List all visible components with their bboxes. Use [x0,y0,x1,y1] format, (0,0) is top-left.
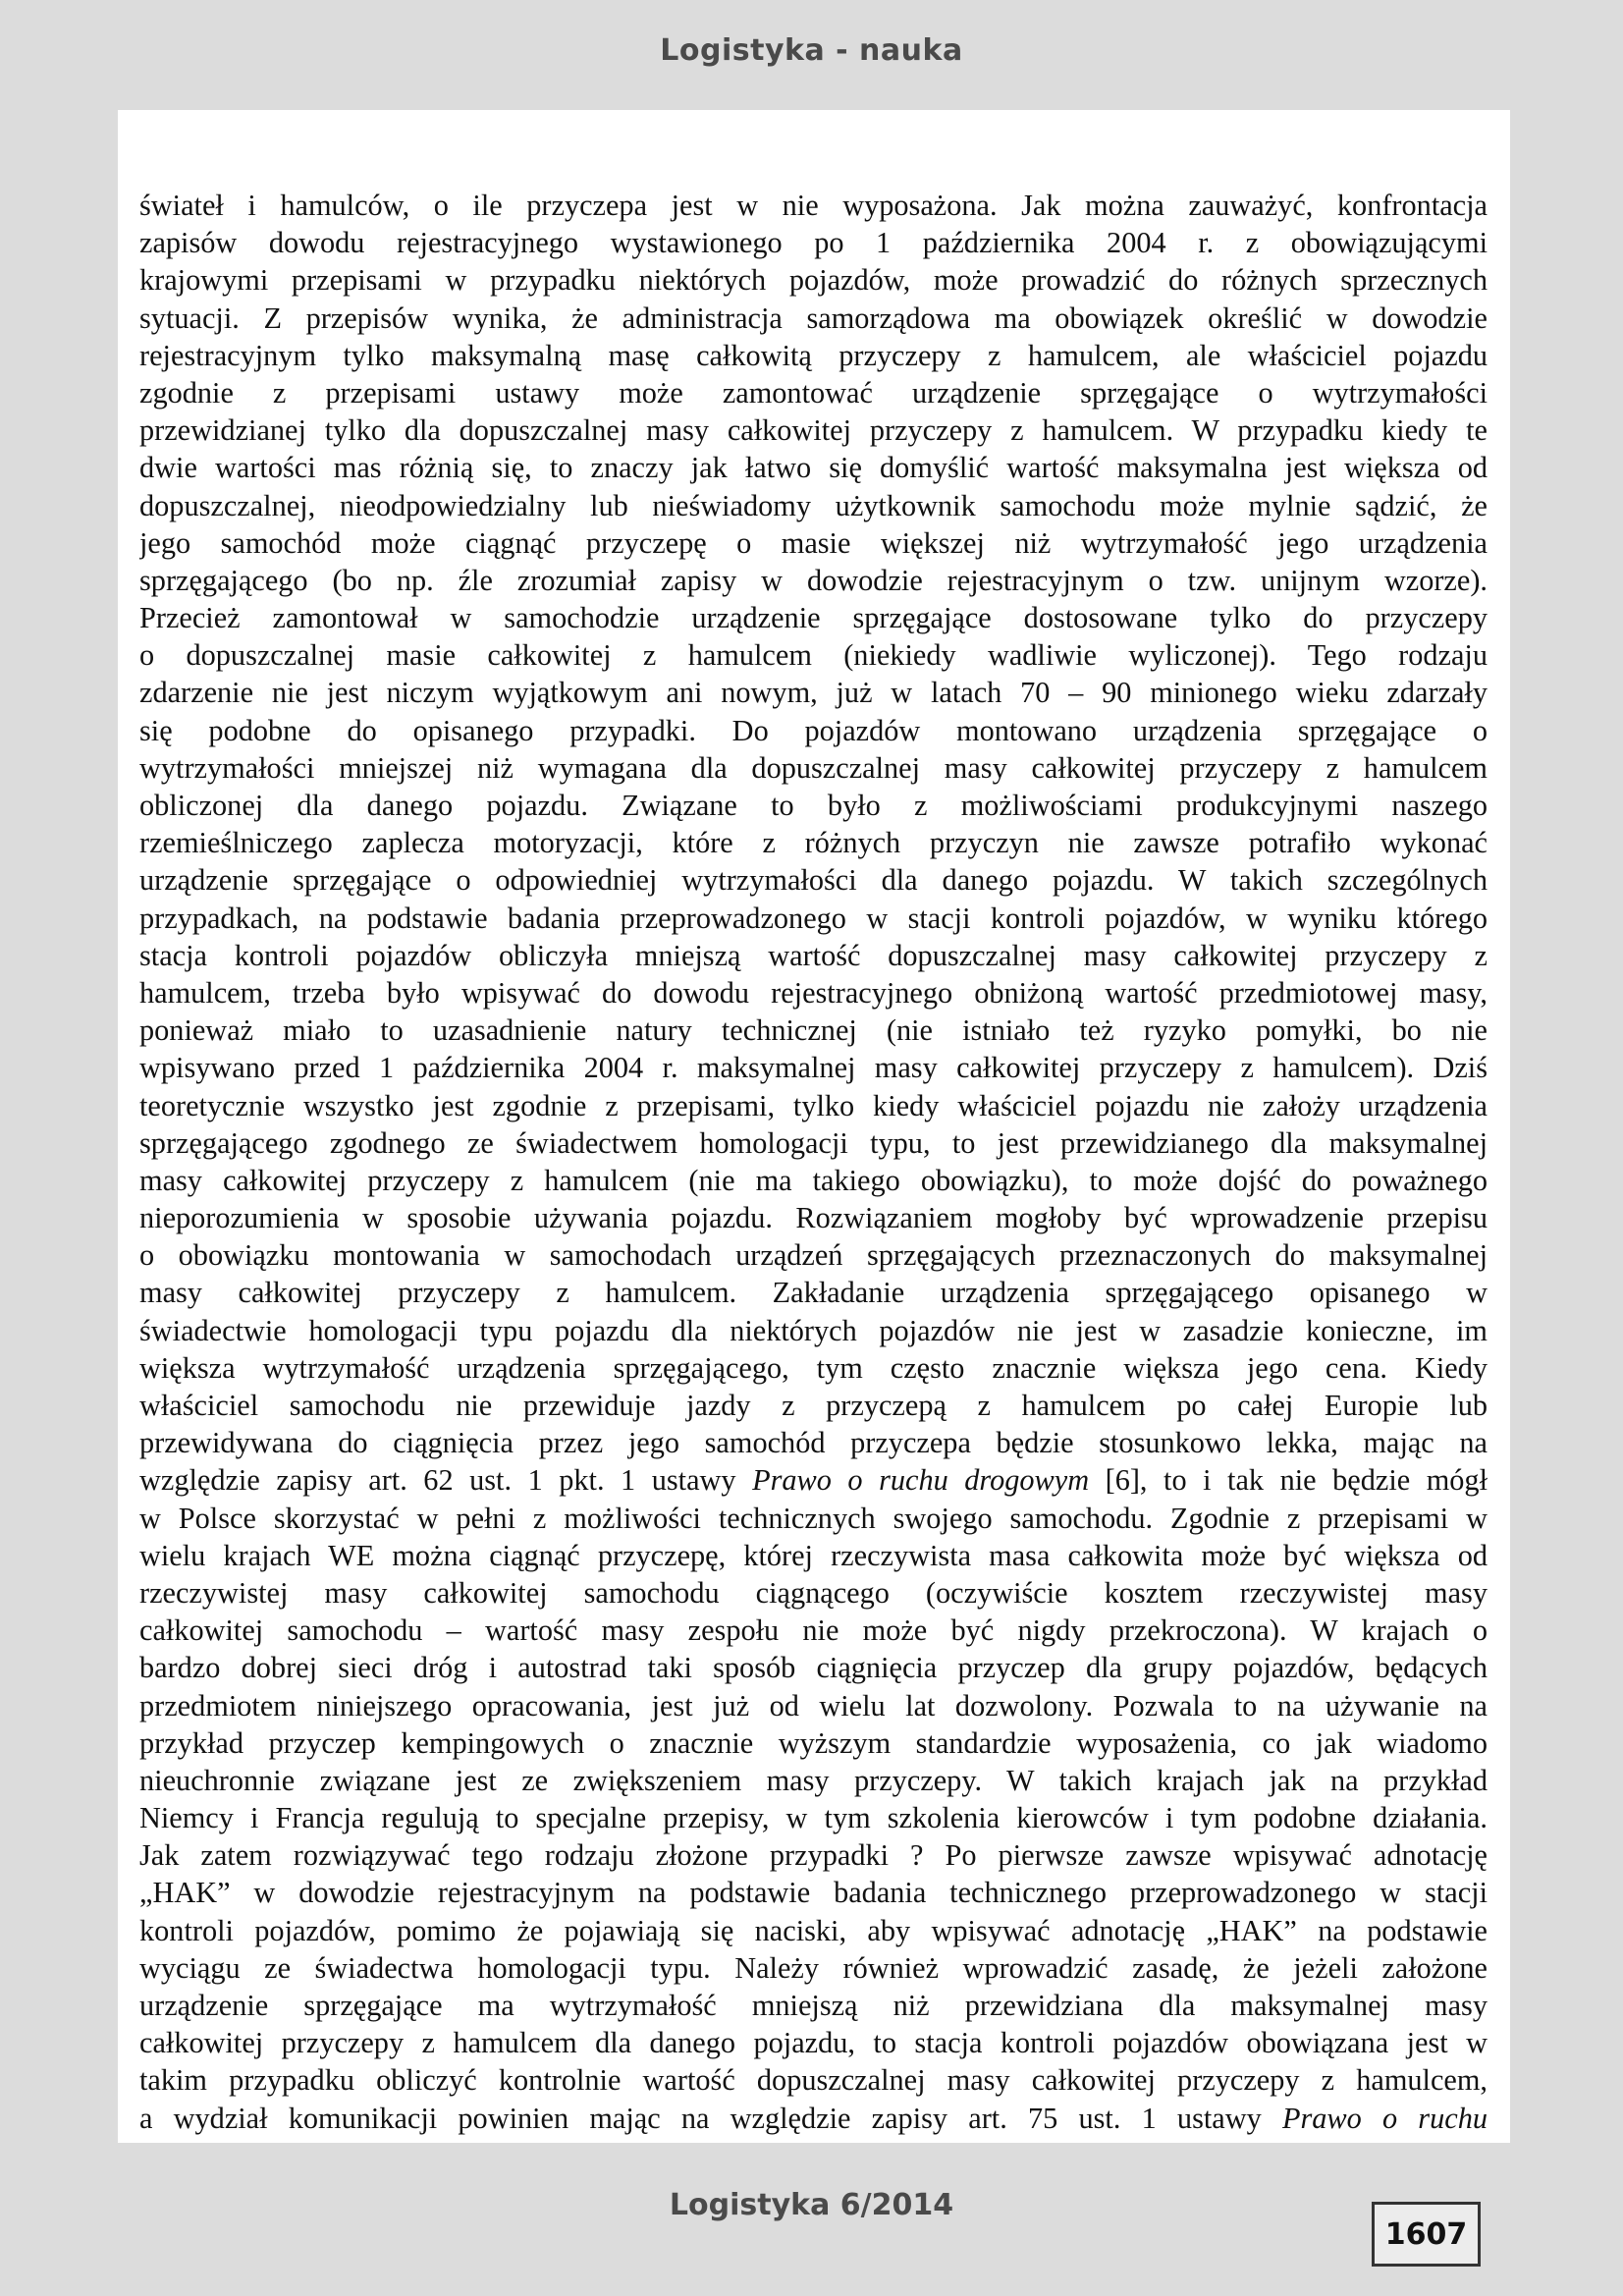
text-line: się podobne do opisanego przypadki. Do pojazdów montowano urządzenia sprzęgające o [139,713,1488,747]
text-line: masy całkowitej przyczepy z hamulcem (nie ma takiego obowiązku), to może dojść do poważnego [139,1163,1488,1197]
text-line: urządzenie sprzęgające o odpowiedniej wytrzymałości dla danego pojazdu. W takich szczególnych [139,863,1488,898]
text-line: w Polsce skorzystać w pełni z możliwości technicznych swojego samochodu. Zgodnie z przepisami w [139,1501,1488,1535]
text-line: stacja kontroli pojazdów obliczyła mniejszą wartość dopuszczalnej masy całkowitej przyczepy z [139,938,1488,972]
text-line: „HAK” w dowodzie rejestracyjnym na podstawie badania technicznego przeprowadzonego w stacji [139,1876,1488,1910]
text-line: bardzo dobrej sieci dróg i autostrad taki sposób ciągnięcia przyczep dla grupy pojazdów, będących [139,1651,1488,1685]
text-line: wielu krajach WE można ciągnąć przyczepę, której rzeczywista masa całkowita może być większa od [139,1538,1488,1572]
text-line: przewidywana do ciągnięcia przez jego samochód przyczepa będzie stosunkowo lekka, mając na [139,1426,1488,1460]
text-segment: [6], to i tak nie będzie mógł [1089,1463,1488,1498]
text-line: teoretycznie wszystko jest zgodnie z przepisami, tylko kiedy właściciel pojazdu nie założy urządzenia [139,1088,1488,1122]
text-line: zdarzenie nie jest niczym wyjątkowym ani nowym, już w latach 70 – 90 minionego wieku zdarzały [139,676,1488,710]
text-line-with-citation [139,2100,1488,2137]
text-line: hamulcem, trzeba było wpisywać do dowodu rejestracyjnego obniżoną wartość przedmiotowej masy, [139,975,1488,1010]
text-line: zapisów dowodu rejestracyjnego wystawionego po 1 października 2004 r. z obowiązującymi [139,226,1488,260]
text-line: rejestracyjnym tylko maksymalną masę całkowitą przyczepy z hamulcem, ale właściciel pojazdu [139,338,1488,372]
text-line: większa wytrzymałość urządzenia sprzęgającego, tym często znacznie większa jego cena. Kiedy [139,1350,1488,1385]
text-line: nieporozumienia w sposobie używania pojazdu. Rozwiązaniem mogłoby być wprowadzenie przepisu [139,1201,1488,1235]
text-line: o obowiązku montowania w samochodach urządzeń sprzęgających przeznaczonych do maksymalnej [139,1238,1488,1273]
text-line: Niemcy i Francja regulują to specjalne przepisy, w tym szkolenia kierowców i tym podobne działania. [139,1801,1488,1835]
text-line: takim przypadku obliczyć kontrolnie wartość dopuszczalnej masy całkowitej przyczepy z hamulcem, [139,2063,1488,2098]
text-line: rzeczywistej masy całkowitej samochodu ciągnącego (oczywiście kosztem rzeczywistej masy [139,1575,1488,1610]
text-line: wpisywano przed 1 października 2004 r. maksymalnej masy całkowitej przyczepy z hamulcem). Dziś [139,1051,1488,1085]
body-text [139,187,1488,2137]
journal-footer: Logistyka 6/2014 [669,2188,954,2222]
text-line: przedmiotem niniejszego opracowania, jest już od wielu lat dozwolony. Pozwala to na używanie na [139,1688,1488,1722]
text-line: urządzenie sprzęgające ma wytrzymałość mniejszą niż przewidziana dla maksymalnej masy [139,1989,1488,2022]
text-line: rzemieślniczego zaplecza motoryzacji, które z różnych przyczyn nie zawsze potrafiło wykonać [139,826,1488,860]
text-line: nieuchronnie związane jest ze zwiększeniem masy przyczepy. W takich krajach jak na przykład [139,1763,1488,1797]
text-line: Przecież zamontował w samochodzie urządzenie sprzęgające dostosowane tylko do przyczepy [139,601,1488,635]
text-line: zgodnie z przepisami ustawy może zamontować urządzenie sprzęgające o wytrzymałości [139,375,1488,410]
text-line: przykład przyczep kempingowych o znacznie wyższym standardzie wyposażenia, co jak wiadomo [139,1725,1488,1760]
page-sheet [118,110,1510,2143]
text-line: sprzęgającego zgodnego ze świadectwem homologacji typu, to jest przewidzianego dla maksymalnej [139,1125,1488,1160]
text-line: wyciągu ze świadectwa homologacji typu. Należy również wprowadzić zasadę, że jeżeli założone [139,1950,1488,1985]
text-line: sytuacji. Z przepisów wynika, że administracja samorządowa ma obowiązek określić w dowodzie [139,301,1488,335]
text-line: dopuszczalnej, nieodpowiedzialny lub nieświadomy użytkownik samochodu może mylnie sądzić, że [139,488,1488,522]
page-header [0,0,1623,108]
text-line: krajowymi przepisami w przypadku niektórych pojazdów, może prowadzić do różnych sprzecznych [139,263,1488,298]
text-line: całkowitej przyczepy z hamulcem dla danego pojazdu, to stacja kontroli pojazdów obowiązana jest w [139,2026,1488,2060]
text-line: obliczonej dla danego pojazdu. Związane to było z możliwościami produkcyjnymi naszego [139,789,1488,822]
text-line: przewidzianej tylko dla dopuszczalnej masy całkowitej przyczepy z hamulcem. W przypadku kiedy te [139,413,1488,448]
text-line: kontroli pojazdów, pomimo że pojawiają się naciski, aby wpisywać adnotację „HAK” na podstawie [139,1913,1488,1947]
text-line: masy całkowitej przyczepy z hamulcem. Zakładanie urządzenia sprzęgającego opisanego w [139,1276,1488,1310]
text-line: świateł i hamulców, o ile przyczepa jest w nie wyposażona. Jak można zauważyć, konfrontacja [139,189,1488,222]
text-line: sprzęgającego (bo np. źle zrozumiał zapisy w dowodzie rejestracyjnym o tzw. unijnym wzorze). [139,563,1488,597]
text-line: przypadkach, na podstawie badania przeprowadzonego w stacji kontroli pojazdów, w wyniku którego [139,901,1488,935]
text-line: świadectwie homologacji typu pojazdu dla niektórych pojazdów nie jest w zasadzie konieczne, im [139,1313,1488,1347]
text-line: Jak zatem rozwiązywać tego rodzaju złożone przypadki ? Po pierwsze zawsze wpisywać adnotację [139,1838,1488,1873]
italic-act-title: Prawo o ruchu drogowym [752,1463,1090,1498]
text-line: dwie wartości mas różnią się, to znaczy jak łatwo się domyślić wartość maksymalna jest większa od [139,451,1488,485]
text-line: wytrzymałości mniejszej niż wymagana dla dopuszczalnej masy całkowitej przyczepy z hamulcem [139,750,1488,785]
text-line: całkowitej samochodu – wartość masy zespołu nie może być nigdy przekroczona). W krajach o [139,1613,1488,1648]
text-line: właściciel samochodu nie przewiduje jazdy z przyczepą z hamulcem po całej Europie lub [139,1389,1488,1422]
text-segment: względzie zapisy art. 62 ust. 1 pkt. 1 ustawy [139,1463,753,1498]
text-line-with-citation [139,1461,1488,1499]
page-number: 1607 [1372,2202,1481,2267]
text-line: jego samochód może ciągnąć przyczepę o masie większej niż wytrzymałość jego urządzenia [139,525,1488,560]
text-line: o dopuszczalnej masie całkowitej z hamulcem (niekiedy wadliwie wyliczonej). Tego rodzaju [139,638,1488,673]
italic-act-title: Prawo o ruchu [1281,2101,1488,2135]
running-header-title: Logistyka - nauka [660,33,963,68]
text-line: ponieważ miało to uzasadnienie natury technicznej (nie istniało też ryzyko pomyłki, bo nie [139,1013,1488,1048]
text-segment: a wydział komunikacji powinien mając na względzie zapisy art. 75 ust. 1 ustawy [139,2101,1282,2135]
